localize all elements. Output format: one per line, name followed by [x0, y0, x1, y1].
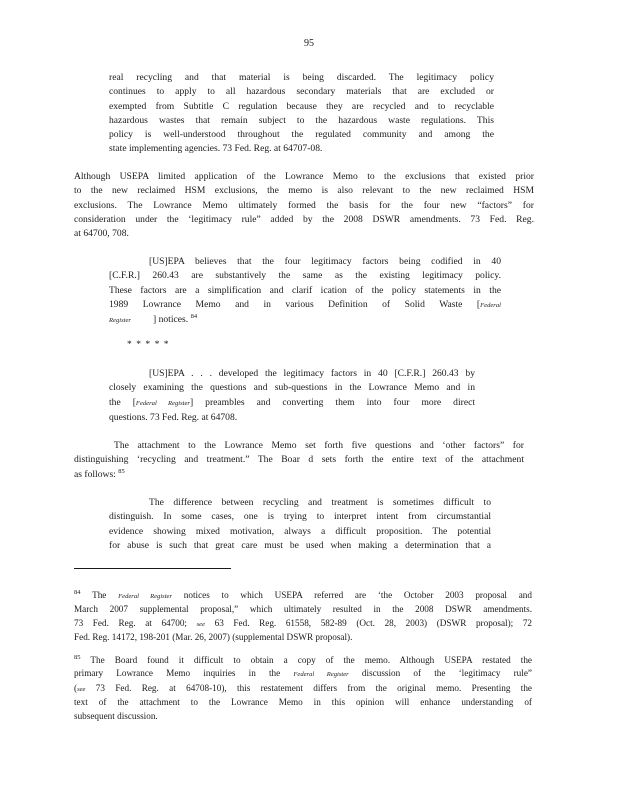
paragraph-line: distinguishing ‘recycling and treatment.” The Boar d sets forth the entire text of the attachment — [74, 454, 524, 466]
quote-line: closely examining the questions and sub-questions in the Lowrance Memo and in — [109, 382, 475, 394]
footnote-text: discussion of the ‘legitimacy rule” — [348, 668, 532, 679]
quote-text: the [ — [109, 396, 136, 408]
quote-line: state implementing agencies. 73 Fed. Reg. at 64707-08. — [109, 143, 323, 155]
footnote-line — [74, 682, 532, 696]
quote-line: real recycling and that material is being discarded. The legitimacy policy — [109, 72, 494, 83]
italic-citation: Federal — [480, 301, 501, 309]
italic-citation: see — [77, 685, 86, 693]
quote-line — [109, 396, 475, 411]
block-quote-legitimacy-factors — [109, 255, 501, 328]
footnote-line — [74, 617, 532, 631]
quote-line: policy is well-understood throughout the regulated community and among the — [109, 129, 494, 141]
quote-line: questions. 73 Fed. Reg. at 64708. — [109, 411, 238, 423]
footnote-line — [74, 654, 532, 667]
quote-line: exempted from Subtitle C regulation because they are recycled and to recyclable — [109, 100, 494, 112]
paragraph-line — [74, 468, 524, 482]
paragraph-line: to the new reclaimed HSM exclusions, the memo is also relevant to the new reclaimed HSM — [74, 185, 534, 197]
italic-citation: Federal Register — [118, 593, 173, 600]
footnote-number: 84 — [74, 589, 81, 596]
footnote-line — [74, 589, 532, 603]
asterisk-separator: * * * * * — [127, 339, 170, 350]
footnote-line: subsequent discussion. — [74, 710, 158, 721]
italic-citation: Register — [109, 317, 131, 325]
quote-line: continues to apply to all hazardous secondary materials that are excluded or — [109, 86, 494, 98]
quote-line: hazardous wastes that remain subject to the hazardous waste regulations. This — [109, 114, 494, 126]
footnote-line — [74, 667, 532, 681]
footnote-line: text of the attachment to the Lowrance Memo in this opinion will enhance understanding of — [74, 697, 532, 708]
block-quote-legitimacy-policy — [109, 71, 494, 157]
footnote-text: 63 Fed. Reg. 61558, 582-89 (Oct. 28, 2003) (DSWR proposal); 72 — [205, 617, 533, 628]
italic-citation: Federal Register — [135, 399, 190, 407]
footnote-reference-84[interactable]: 84 — [190, 313, 198, 321]
footnote-text: ( — [74, 682, 78, 693]
footnote-reference-85[interactable]: 85 — [118, 467, 125, 475]
quote-line — [109, 298, 501, 313]
quote-line — [109, 367, 475, 381]
quote-text: ] preambles and converting them into four more direct — [190, 396, 476, 408]
body-paragraph-usepa-application — [74, 170, 534, 241]
paragraph-line — [74, 439, 524, 453]
block-quote-developed-factors — [109, 367, 475, 425]
block-quote-recycling-vs-treatment — [109, 496, 491, 553]
footnote-85 — [74, 654, 532, 723]
paragraph-text: as follows: — [74, 468, 116, 480]
quote-line: distinguish. In some cases, one is trying to interpret intent from circumstantial — [109, 511, 491, 523]
footnote-line: March 2007 supplemental proposal,” which ultimately resulted in the 2008 DSWR amendments. — [74, 604, 532, 615]
quote-text: [US]EPA believes that the four legitimacy factors being codified in 40 — [149, 256, 501, 267]
quote-line: evidence showing mixed motivation, always a difficult proposition. The potential — [109, 525, 491, 537]
italic-citation: Federal Register — [293, 671, 349, 679]
quote-line: for abuse is such that great care must be used when making a determination that a — [109, 539, 491, 551]
footnote-text: 73 Fed. Reg. at 64700; — [74, 617, 197, 628]
footnote-text: The — [92, 590, 119, 600]
page-number: 95 — [304, 38, 314, 49]
footnote-separator-rule — [74, 568, 231, 569]
footnote-number: 85 — [74, 654, 81, 661]
quote-text: [US]EPA . . . developed the legitimacy factors in 40 [C.F.R.] 260.43 by — [149, 368, 475, 379]
footnote-84 — [74, 589, 532, 645]
quote-line — [109, 313, 501, 328]
quote-text: ] notices. — [152, 314, 189, 326]
paragraph-line: exclusions. The Lowrance Memo ultimately formed the basis for the four new “factors” for — [74, 199, 534, 211]
paragraph-line: at 64700, 708. — [74, 228, 129, 240]
quote-line: These factors are a simplification and clarif ication of the policy statements in the — [109, 284, 501, 296]
italic-citation: see — [196, 620, 206, 628]
quote-line: [C.F.R.] 260.43 are substantively the same as the existing legitimacy policy. — [109, 270, 501, 282]
footnote-text: notices to which USEPA referred are ‘the October 2003 proposal and — [172, 590, 532, 600]
paragraph-text: The attachment to the Lowrance Memo set forth five questions and ‘other factors” for — [114, 440, 524, 451]
footnote-text: The Board found it difficult to obtain a copy of the memo. Although USEPA restated the — [90, 655, 532, 665]
paragraph-line: consideration under the ‘legitimacy rule” added by the 2008 DSWR amendments. 73 Fed. Reg. — [74, 213, 534, 225]
quote-text: The difference between recycling and treatment is sometimes difficult to — [149, 497, 491, 508]
footnote-text: 73 Fed. Reg. at 64708-10), this restatement differs from the original memo. Presenting the — [85, 682, 532, 693]
quote-text: 1989 Lowrance Memo and in various Definition of Solid Waste [ — [109, 298, 481, 310]
footnote-text: primary Lowrance Memo inquiries in the — [74, 668, 294, 679]
body-paragraph-attachment — [74, 439, 524, 482]
quote-line — [109, 255, 501, 269]
footnote-line: Fed. Reg. 14172, 198-201 (Mar. 26, 2007) (supplemental DSWR proposal). — [74, 632, 353, 643]
paragraph-line: Although USEPA limited application of the Lowrance Memo to the exclusions that existed prior — [74, 171, 534, 182]
quote-line — [109, 496, 491, 510]
